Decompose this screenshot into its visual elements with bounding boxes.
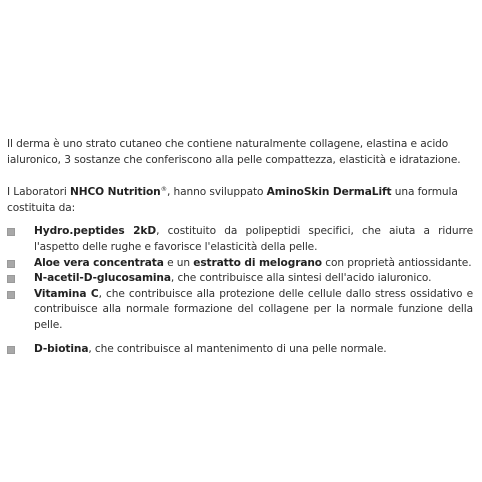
ingredient-description: , che contribuisce alla sintesi dell'acido ialuronico. [170,272,432,285]
formula-suffix: una formula costituita da: [7,186,458,214]
list-item [7,271,473,287]
ingredient-description: , che contribuisce alla protezione delle cellule dallo stress ossidativo e contribuisce alla normale formazione del collagene per la normale funzione della pelle. [34,287,473,331]
formula-paragraph [7,185,473,216]
brand-name: NHCO Nutrition [69,186,161,199]
square-bullet-icon [7,260,15,268]
ingredient-description: e un [163,256,194,269]
list-item [7,256,473,272]
ingredient-name-secondary: estratto di melograno [193,256,322,269]
list-item [7,287,473,334]
ingredient-name: D-biotina [34,342,89,355]
ingredient-name: Hydro.peptides 2kD [34,225,157,238]
formula-middle: , hanno sviluppato [167,186,267,199]
formula-prefix: I Laboratori [7,186,70,199]
ingredient-name: Aloe vera concentrata [34,256,164,269]
ingredient-name: N-acetil-D-glucosamina [34,272,171,285]
ingredient-list [7,224,473,357]
description-content [7,137,473,357]
product-name: AminoSkin DermaLift [266,186,392,199]
square-bullet-icon [7,275,15,283]
square-bullet-icon [7,291,15,299]
intro-paragraph: Il derma è uno strato cutaneo che contiene naturalmente collagene, elastina e acido ialuronico, 3 sostanze che conferiscono alla pelle compattezza, elasticità e idratazione. [7,138,461,166]
ingredient-description-secondary: con proprietà antiossidante. [321,256,472,269]
ingredient-description: , costituito da polipeptidi specifici, che aiuta a ridurre l'aspetto delle rughe e favorisce l'elasticità della pelle. [34,225,473,253]
square-bullet-icon [7,346,15,354]
ingredient-name: Vitamina C [34,287,99,300]
square-bullet-icon [7,228,15,236]
list-item [7,342,473,358]
registered-mark: ® [160,185,168,194]
list-item [7,224,473,255]
ingredient-description: , che contribuisce al mantenimento di una pelle normale. [88,342,387,355]
